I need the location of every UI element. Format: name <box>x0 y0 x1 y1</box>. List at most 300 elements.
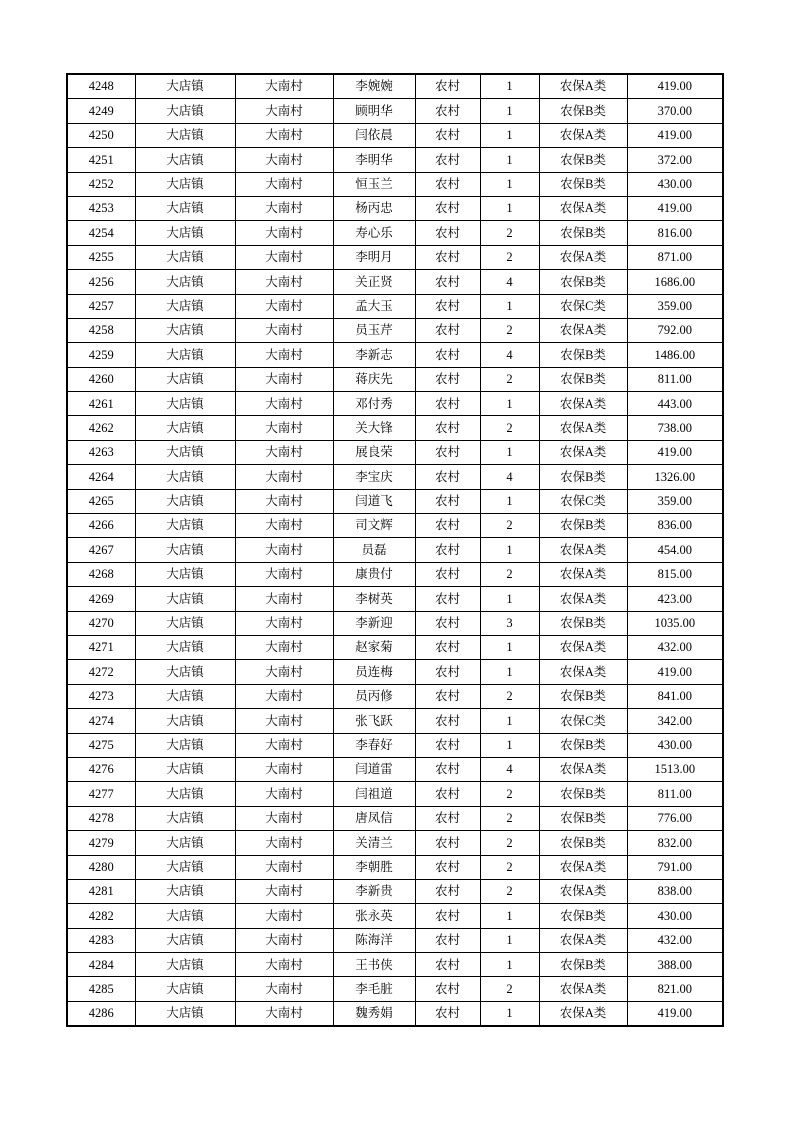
cell-person-count: 2 <box>480 562 539 586</box>
cell-person-count: 2 <box>480 367 539 391</box>
cell-town: 大店镇 <box>135 587 235 611</box>
cell-village: 大南村 <box>235 221 333 245</box>
cell-insurance-category: 农保B类 <box>539 904 627 928</box>
cell-amount: 419.00 <box>627 440 723 464</box>
cell-residence-type: 农村 <box>415 806 480 830</box>
cell-village: 大南村 <box>235 660 333 684</box>
cell-village: 大南村 <box>235 465 333 489</box>
cell-person-name: 闫依晨 <box>333 123 415 147</box>
cell-village: 大南村 <box>235 196 333 220</box>
cell-serial-number: 4266 <box>67 514 135 538</box>
cell-serial-number: 4250 <box>67 123 135 147</box>
cell-person-count: 1 <box>480 148 539 172</box>
cell-person-count: 1 <box>480 99 539 123</box>
cell-person-count: 4 <box>480 343 539 367</box>
benefit-roster-table <box>66 73 724 1027</box>
cell-residence-type: 农村 <box>415 977 480 1001</box>
cell-town: 大店镇 <box>135 514 235 538</box>
cell-insurance-category: 农保A类 <box>539 392 627 416</box>
cell-residence-type: 农村 <box>415 928 480 952</box>
table-row <box>67 221 723 245</box>
cell-person-name: 张飞跃 <box>333 709 415 733</box>
table-body <box>67 74 723 1026</box>
cell-person-count: 1 <box>480 74 539 99</box>
table-row <box>67 904 723 928</box>
cell-amount: 1035.00 <box>627 611 723 635</box>
cell-serial-number: 4273 <box>67 684 135 708</box>
cell-residence-type: 农村 <box>415 855 480 879</box>
cell-town: 大店镇 <box>135 392 235 416</box>
cell-residence-type: 农村 <box>415 416 480 440</box>
cell-serial-number: 4263 <box>67 440 135 464</box>
cell-serial-number: 4254 <box>67 221 135 245</box>
cell-serial-number: 4268 <box>67 562 135 586</box>
cell-village: 大南村 <box>235 928 333 952</box>
table-row <box>67 514 723 538</box>
cell-serial-number: 4282 <box>67 904 135 928</box>
cell-amount: 841.00 <box>627 684 723 708</box>
cell-person-name: 李新志 <box>333 343 415 367</box>
cell-residence-type: 农村 <box>415 538 480 562</box>
cell-amount: 443.00 <box>627 392 723 416</box>
cell-amount: 832.00 <box>627 831 723 855</box>
cell-person-count: 1 <box>480 660 539 684</box>
cell-serial-number: 4278 <box>67 806 135 830</box>
cell-person-count: 2 <box>480 684 539 708</box>
cell-village: 大南村 <box>235 757 333 781</box>
cell-residence-type: 农村 <box>415 196 480 220</box>
cell-person-name: 关大锋 <box>333 416 415 440</box>
cell-serial-number: 4271 <box>67 635 135 659</box>
cell-amount: 738.00 <box>627 416 723 440</box>
cell-amount: 430.00 <box>627 172 723 196</box>
cell-serial-number: 4281 <box>67 879 135 903</box>
cell-insurance-category: 农保A类 <box>539 318 627 342</box>
table-row <box>67 196 723 220</box>
table-row <box>67 392 723 416</box>
cell-person-count: 1 <box>480 1001 539 1026</box>
cell-village: 大南村 <box>235 782 333 806</box>
cell-village: 大南村 <box>235 440 333 464</box>
table-row <box>67 318 723 342</box>
cell-serial-number: 4283 <box>67 928 135 952</box>
table-row <box>67 684 723 708</box>
cell-serial-number: 4260 <box>67 367 135 391</box>
cell-insurance-category: 农保B类 <box>539 831 627 855</box>
cell-insurance-category: 农保C类 <box>539 709 627 733</box>
cell-residence-type: 农村 <box>415 879 480 903</box>
cell-residence-type: 农村 <box>415 733 480 757</box>
cell-village: 大南村 <box>235 148 333 172</box>
cell-person-count: 1 <box>480 440 539 464</box>
cell-serial-number: 4257 <box>67 294 135 318</box>
cell-town: 大店镇 <box>135 538 235 562</box>
cell-serial-number: 4280 <box>67 855 135 879</box>
cell-insurance-category: 农保A类 <box>539 196 627 220</box>
cell-person-count: 2 <box>480 416 539 440</box>
cell-amount: 871.00 <box>627 245 723 269</box>
cell-amount: 359.00 <box>627 294 723 318</box>
table-row <box>67 416 723 440</box>
cell-town: 大店镇 <box>135 928 235 952</box>
cell-amount: 454.00 <box>627 538 723 562</box>
cell-town: 大店镇 <box>135 977 235 1001</box>
cell-person-count: 1 <box>480 196 539 220</box>
cell-village: 大南村 <box>235 611 333 635</box>
cell-person-name: 李宝庆 <box>333 465 415 489</box>
cell-amount: 1486.00 <box>627 343 723 367</box>
cell-insurance-category: 农保B类 <box>539 270 627 294</box>
cell-village: 大南村 <box>235 879 333 903</box>
cell-person-name: 李明月 <box>333 245 415 269</box>
table-row <box>67 757 723 781</box>
cell-person-name: 员磊 <box>333 538 415 562</box>
cell-town: 大店镇 <box>135 953 235 977</box>
cell-amount: 816.00 <box>627 221 723 245</box>
cell-residence-type: 农村 <box>415 74 480 99</box>
cell-insurance-category: 农保B类 <box>539 172 627 196</box>
cell-insurance-category: 农保A类 <box>539 562 627 586</box>
table-row <box>67 489 723 513</box>
cell-village: 大南村 <box>235 562 333 586</box>
cell-amount: 370.00 <box>627 99 723 123</box>
table-row <box>67 440 723 464</box>
cell-person-name: 司文辉 <box>333 514 415 538</box>
cell-insurance-category: 农保B类 <box>539 806 627 830</box>
cell-serial-number: 4277 <box>67 782 135 806</box>
cell-town: 大店镇 <box>135 489 235 513</box>
cell-town: 大店镇 <box>135 245 235 269</box>
cell-village: 大南村 <box>235 635 333 659</box>
cell-town: 大店镇 <box>135 416 235 440</box>
cell-town: 大店镇 <box>135 367 235 391</box>
cell-person-count: 2 <box>480 855 539 879</box>
cell-amount: 1513.00 <box>627 757 723 781</box>
cell-town: 大店镇 <box>135 855 235 879</box>
table-row <box>67 343 723 367</box>
cell-person-name: 寿心乐 <box>333 221 415 245</box>
cell-residence-type: 农村 <box>415 611 480 635</box>
cell-village: 大南村 <box>235 806 333 830</box>
cell-insurance-category: 农保A类 <box>539 123 627 147</box>
cell-residence-type: 农村 <box>415 562 480 586</box>
cell-village: 大南村 <box>235 123 333 147</box>
cell-person-count: 1 <box>480 928 539 952</box>
cell-residence-type: 农村 <box>415 1001 480 1026</box>
cell-residence-type: 农村 <box>415 318 480 342</box>
cell-amount: 811.00 <box>627 367 723 391</box>
cell-person-name: 李春好 <box>333 733 415 757</box>
cell-insurance-category: 农保A类 <box>539 635 627 659</box>
cell-residence-type: 农村 <box>415 953 480 977</box>
cell-insurance-category: 农保A类 <box>539 660 627 684</box>
cell-town: 大店镇 <box>135 221 235 245</box>
cell-amount: 372.00 <box>627 148 723 172</box>
cell-insurance-category: 农保B类 <box>539 221 627 245</box>
cell-serial-number: 4249 <box>67 99 135 123</box>
cell-person-count: 1 <box>480 587 539 611</box>
cell-residence-type: 农村 <box>415 904 480 928</box>
cell-insurance-category: 农保A类 <box>539 245 627 269</box>
cell-person-name: 李毛脏 <box>333 977 415 1001</box>
cell-serial-number: 4274 <box>67 709 135 733</box>
cell-person-count: 4 <box>480 465 539 489</box>
cell-serial-number: 4275 <box>67 733 135 757</box>
table-row <box>67 1001 723 1026</box>
cell-person-name: 恒玉兰 <box>333 172 415 196</box>
cell-person-count: 1 <box>480 392 539 416</box>
cell-person-name: 陈海洋 <box>333 928 415 952</box>
table-row <box>67 733 723 757</box>
cell-residence-type: 农村 <box>415 392 480 416</box>
cell-insurance-category: 农保B类 <box>539 611 627 635</box>
cell-town: 大店镇 <box>135 660 235 684</box>
cell-person-count: 1 <box>480 489 539 513</box>
cell-person-name: 王书侠 <box>333 953 415 977</box>
cell-serial-number: 4284 <box>67 953 135 977</box>
cell-serial-number: 4285 <box>67 977 135 1001</box>
cell-amount: 388.00 <box>627 953 723 977</box>
cell-village: 大南村 <box>235 1001 333 1026</box>
cell-person-count: 1 <box>480 123 539 147</box>
cell-town: 大店镇 <box>135 635 235 659</box>
cell-amount: 419.00 <box>627 660 723 684</box>
cell-serial-number: 4248 <box>67 74 135 99</box>
cell-person-name: 李新贵 <box>333 879 415 903</box>
table-row <box>67 74 723 99</box>
cell-serial-number: 4256 <box>67 270 135 294</box>
cell-residence-type: 农村 <box>415 221 480 245</box>
cell-residence-type: 农村 <box>415 172 480 196</box>
cell-serial-number: 4255 <box>67 245 135 269</box>
cell-serial-number: 4272 <box>67 660 135 684</box>
cell-residence-type: 农村 <box>415 343 480 367</box>
cell-town: 大店镇 <box>135 733 235 757</box>
cell-village: 大南村 <box>235 538 333 562</box>
cell-residence-type: 农村 <box>415 489 480 513</box>
table-row <box>67 831 723 855</box>
cell-village: 大南村 <box>235 74 333 99</box>
cell-amount: 821.00 <box>627 977 723 1001</box>
cell-town: 大店镇 <box>135 294 235 318</box>
table-row <box>67 587 723 611</box>
cell-person-name: 李树英 <box>333 587 415 611</box>
cell-town: 大店镇 <box>135 148 235 172</box>
cell-person-count: 1 <box>480 538 539 562</box>
table-row <box>67 99 723 123</box>
cell-village: 大南村 <box>235 733 333 757</box>
cell-insurance-category: 农保B类 <box>539 99 627 123</box>
cell-person-count: 2 <box>480 514 539 538</box>
cell-residence-type: 农村 <box>415 367 480 391</box>
cell-person-name: 杨丙忠 <box>333 196 415 220</box>
table-row <box>67 123 723 147</box>
cell-village: 大南村 <box>235 270 333 294</box>
cell-amount: 419.00 <box>627 123 723 147</box>
cell-amount: 432.00 <box>627 635 723 659</box>
cell-village: 大南村 <box>235 416 333 440</box>
cell-serial-number: 4265 <box>67 489 135 513</box>
cell-serial-number: 4279 <box>67 831 135 855</box>
cell-amount: 776.00 <box>627 806 723 830</box>
cell-amount: 815.00 <box>627 562 723 586</box>
cell-person-name: 李朝胜 <box>333 855 415 879</box>
cell-insurance-category: 农保A类 <box>539 587 627 611</box>
cell-town: 大店镇 <box>135 782 235 806</box>
cell-insurance-category: 农保A类 <box>539 1001 627 1026</box>
cell-insurance-category: 农保A类 <box>539 879 627 903</box>
cell-residence-type: 农村 <box>415 514 480 538</box>
cell-town: 大店镇 <box>135 879 235 903</box>
cell-insurance-category: 农保B类 <box>539 684 627 708</box>
cell-amount: 423.00 <box>627 587 723 611</box>
cell-person-count: 4 <box>480 270 539 294</box>
cell-person-count: 2 <box>480 831 539 855</box>
cell-residence-type: 农村 <box>415 782 480 806</box>
cell-village: 大南村 <box>235 489 333 513</box>
cell-person-count: 4 <box>480 757 539 781</box>
cell-serial-number: 4252 <box>67 172 135 196</box>
cell-village: 大南村 <box>235 587 333 611</box>
cell-person-count: 2 <box>480 782 539 806</box>
cell-amount: 359.00 <box>627 489 723 513</box>
cell-village: 大南村 <box>235 709 333 733</box>
cell-person-name: 关正贤 <box>333 270 415 294</box>
cell-town: 大店镇 <box>135 709 235 733</box>
table-row <box>67 611 723 635</box>
cell-town: 大店镇 <box>135 440 235 464</box>
cell-residence-type: 农村 <box>415 148 480 172</box>
cell-village: 大南村 <box>235 953 333 977</box>
cell-residence-type: 农村 <box>415 123 480 147</box>
table-row <box>67 294 723 318</box>
cell-village: 大南村 <box>235 367 333 391</box>
cell-amount: 430.00 <box>627 904 723 928</box>
cell-person-count: 2 <box>480 977 539 1001</box>
cell-village: 大南村 <box>235 904 333 928</box>
cell-insurance-category: 农保B类 <box>539 953 627 977</box>
cell-town: 大店镇 <box>135 74 235 99</box>
cell-town: 大店镇 <box>135 123 235 147</box>
cell-village: 大南村 <box>235 977 333 1001</box>
cell-residence-type: 农村 <box>415 757 480 781</box>
cell-person-count: 1 <box>480 953 539 977</box>
cell-village: 大南村 <box>235 318 333 342</box>
cell-residence-type: 农村 <box>415 684 480 708</box>
table-row <box>67 660 723 684</box>
cell-person-name: 员连梅 <box>333 660 415 684</box>
cell-insurance-category: 农保A类 <box>539 757 627 781</box>
cell-amount: 1326.00 <box>627 465 723 489</box>
cell-residence-type: 农村 <box>415 465 480 489</box>
cell-serial-number: 4262 <box>67 416 135 440</box>
cell-amount: 811.00 <box>627 782 723 806</box>
cell-amount: 419.00 <box>627 74 723 99</box>
cell-insurance-category: 农保B类 <box>539 367 627 391</box>
cell-insurance-category: 农保B类 <box>539 465 627 489</box>
cell-insurance-category: 农保B类 <box>539 782 627 806</box>
cell-person-count: 2 <box>480 221 539 245</box>
table-row <box>67 709 723 733</box>
cell-town: 大店镇 <box>135 611 235 635</box>
table-row <box>67 782 723 806</box>
cell-town: 大店镇 <box>135 684 235 708</box>
cell-insurance-category: 农保B类 <box>539 148 627 172</box>
cell-person-name: 员丙修 <box>333 684 415 708</box>
cell-town: 大店镇 <box>135 99 235 123</box>
cell-insurance-category: 农保A类 <box>539 977 627 1001</box>
cell-amount: 836.00 <box>627 514 723 538</box>
cell-person-count: 2 <box>480 318 539 342</box>
cell-amount: 342.00 <box>627 709 723 733</box>
cell-amount: 792.00 <box>627 318 723 342</box>
cell-serial-number: 4267 <box>67 538 135 562</box>
cell-insurance-category: 农保B类 <box>539 343 627 367</box>
cell-person-name: 赵家菊 <box>333 635 415 659</box>
cell-insurance-category: 农保A类 <box>539 440 627 464</box>
cell-insurance-category: 农保B类 <box>539 733 627 757</box>
table-row <box>67 806 723 830</box>
cell-person-count: 2 <box>480 879 539 903</box>
cell-amount: 791.00 <box>627 855 723 879</box>
cell-serial-number: 4258 <box>67 318 135 342</box>
cell-town: 大店镇 <box>135 806 235 830</box>
table-row <box>67 855 723 879</box>
cell-insurance-category: 农保A类 <box>539 74 627 99</box>
cell-person-count: 1 <box>480 904 539 928</box>
cell-person-count: 1 <box>480 709 539 733</box>
cell-village: 大南村 <box>235 343 333 367</box>
cell-residence-type: 农村 <box>415 245 480 269</box>
cell-village: 大南村 <box>235 855 333 879</box>
cell-insurance-category: 农保A类 <box>539 538 627 562</box>
cell-person-name: 李新迎 <box>333 611 415 635</box>
cell-residence-type: 农村 <box>415 440 480 464</box>
cell-insurance-category: 农保B类 <box>539 514 627 538</box>
cell-residence-type: 农村 <box>415 831 480 855</box>
cell-person-name: 员玉芹 <box>333 318 415 342</box>
cell-village: 大南村 <box>235 245 333 269</box>
cell-amount: 430.00 <box>627 733 723 757</box>
cell-person-name: 顾明华 <box>333 99 415 123</box>
cell-serial-number: 4251 <box>67 148 135 172</box>
cell-serial-number: 4259 <box>67 343 135 367</box>
cell-person-name: 孟大玉 <box>333 294 415 318</box>
cell-village: 大南村 <box>235 831 333 855</box>
table-row <box>67 538 723 562</box>
cell-person-name: 闫道雷 <box>333 757 415 781</box>
cell-village: 大南村 <box>235 172 333 196</box>
cell-serial-number: 4261 <box>67 392 135 416</box>
cell-insurance-category: 农保A类 <box>539 928 627 952</box>
cell-village: 大南村 <box>235 392 333 416</box>
cell-person-count: 1 <box>480 733 539 757</box>
table-row <box>67 635 723 659</box>
cell-serial-number: 4286 <box>67 1001 135 1026</box>
table-row <box>67 245 723 269</box>
cell-residence-type: 农村 <box>415 99 480 123</box>
cell-residence-type: 农村 <box>415 587 480 611</box>
cell-insurance-category: 农保C类 <box>539 489 627 513</box>
cell-amount: 838.00 <box>627 879 723 903</box>
cell-serial-number: 4270 <box>67 611 135 635</box>
cell-village: 大南村 <box>235 684 333 708</box>
cell-person-name: 展良荣 <box>333 440 415 464</box>
cell-residence-type: 农村 <box>415 660 480 684</box>
cell-amount: 1686.00 <box>627 270 723 294</box>
cell-town: 大店镇 <box>135 172 235 196</box>
cell-person-name: 闫祖道 <box>333 782 415 806</box>
